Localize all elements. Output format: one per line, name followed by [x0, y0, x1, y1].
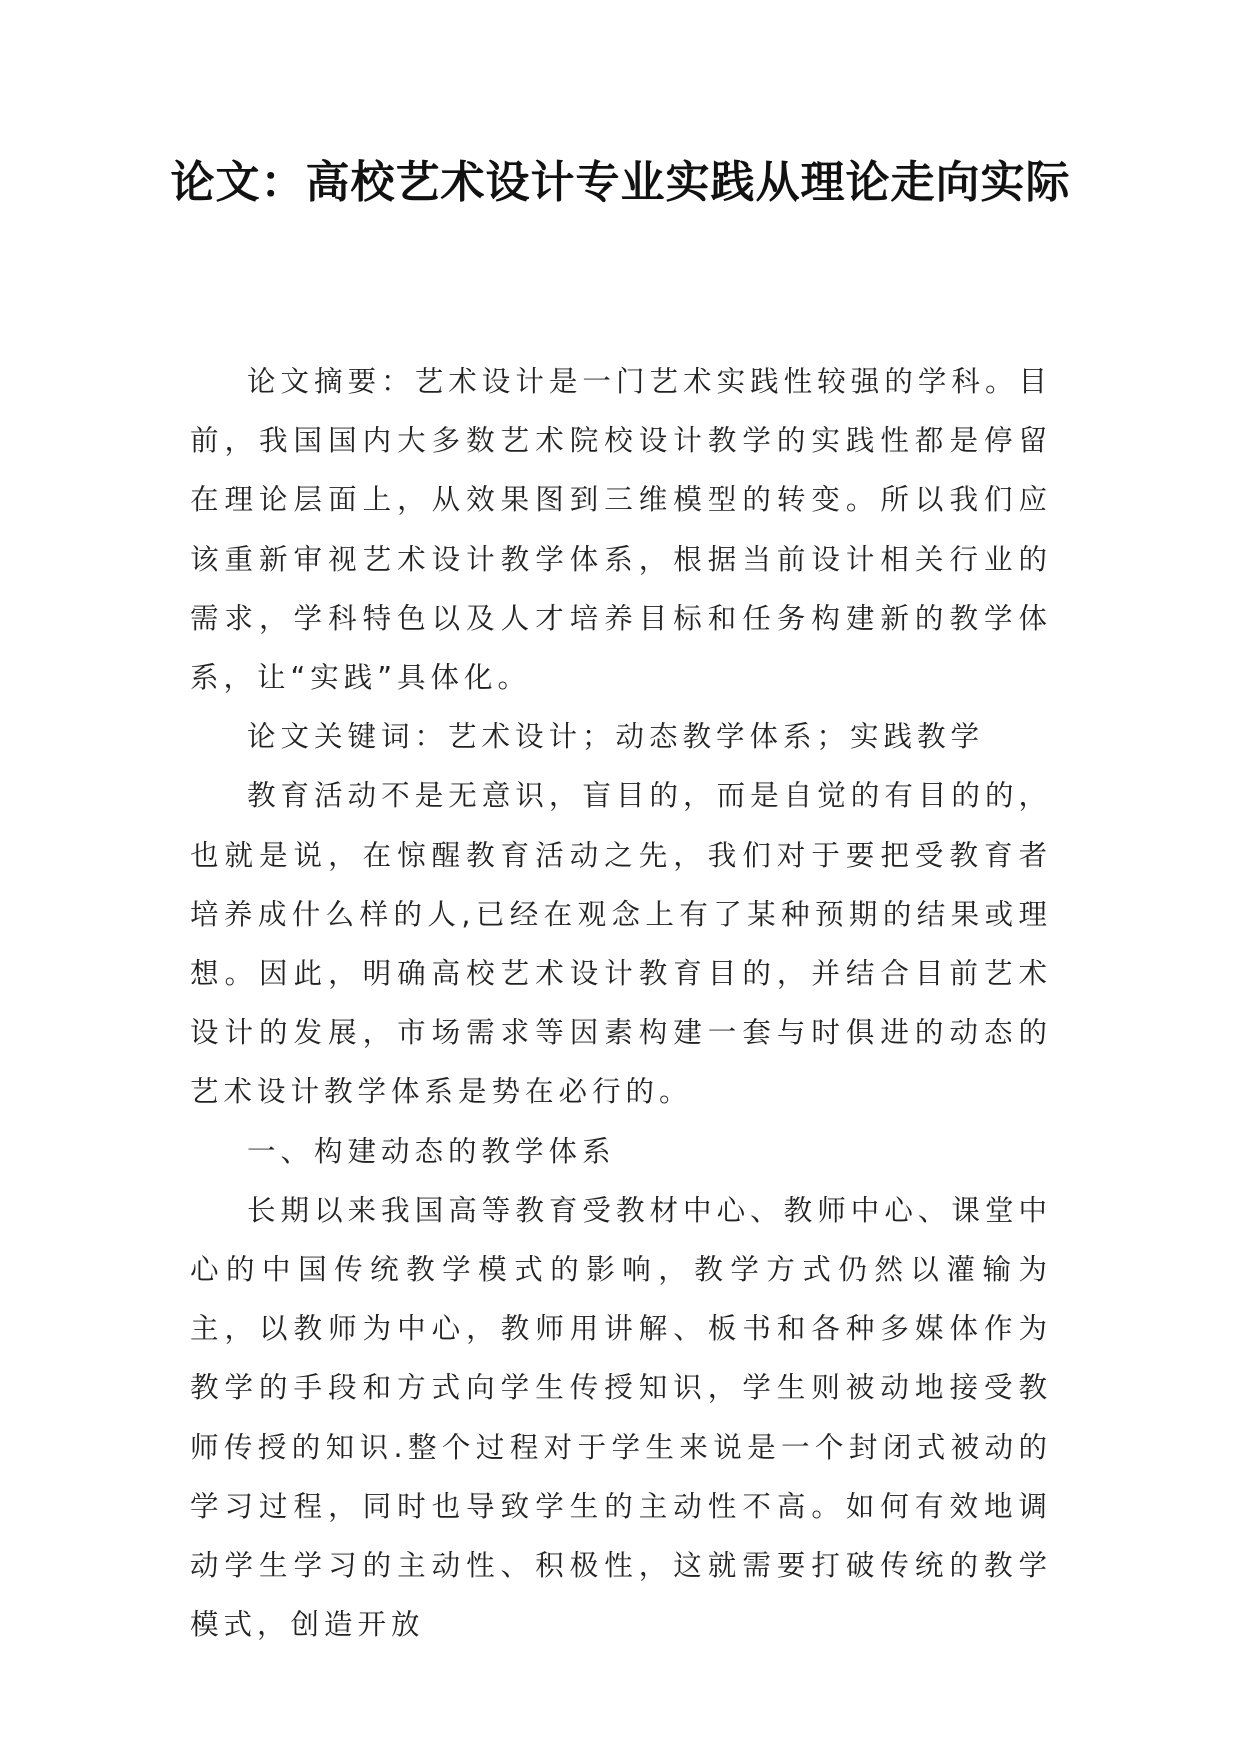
section-heading: 一、构建动态的教学体系 — [247, 1134, 616, 1168]
section-paragraph: 长期以来我国高等教育受教材中心、教师中心、课堂中心的中国传统教学模式的影响，教学方式仍然以灌输为主，以教师为中心，教师用讲解、板书和各种多媒体作为教学的手段和方式向学生传授知识，学生则被动地接受教师传授的知识.整个过程对于学生来说是一个封闭式被动的学习过程，同时也导致学生的主动性不高。如何有效地调动学生学习的主动性、积极性，这就需要打破传统的教学模式，创造开放 — [190, 1193, 1052, 1642]
document-body — [190, 352, 1052, 1654]
document-title: 论文：高校艺术设计专业实践从理论走向实际 — [170, 157, 1071, 208]
abstract-paragraph: 论文摘要：艺术设计是一门艺术实践性较强的学科。目前，我国国内大多数艺术院校设计教学的实践性都是停留在理论层面上，从效果图到三维模型的转变。所以我们应该重新审视艺术设计教学体系，根据当前设计相关行业的需求，学科特色以及人才培养目标和任务构建新的教学体系，让“实践”具体化。 — [190, 365, 1052, 695]
keywords-paragraph: 论文关键词：艺术设计；动态教学体系；实践教学 — [247, 720, 985, 754]
intro-paragraph: 教育活动不是无意识，盲目的，而是自觉的有目的的，也就是说，在惊醒教育活动之先，我们对于要把受教育者培养成什么样的人,已经在观念上有了某种预期的结果或理想。因此，明确高校艺术设计教育目的，并结合目前艺术设计的发展，市场需求等因素构建一套与时俱进的动态的艺术设计教学体系是势在必行的。 — [190, 779, 1052, 1109]
